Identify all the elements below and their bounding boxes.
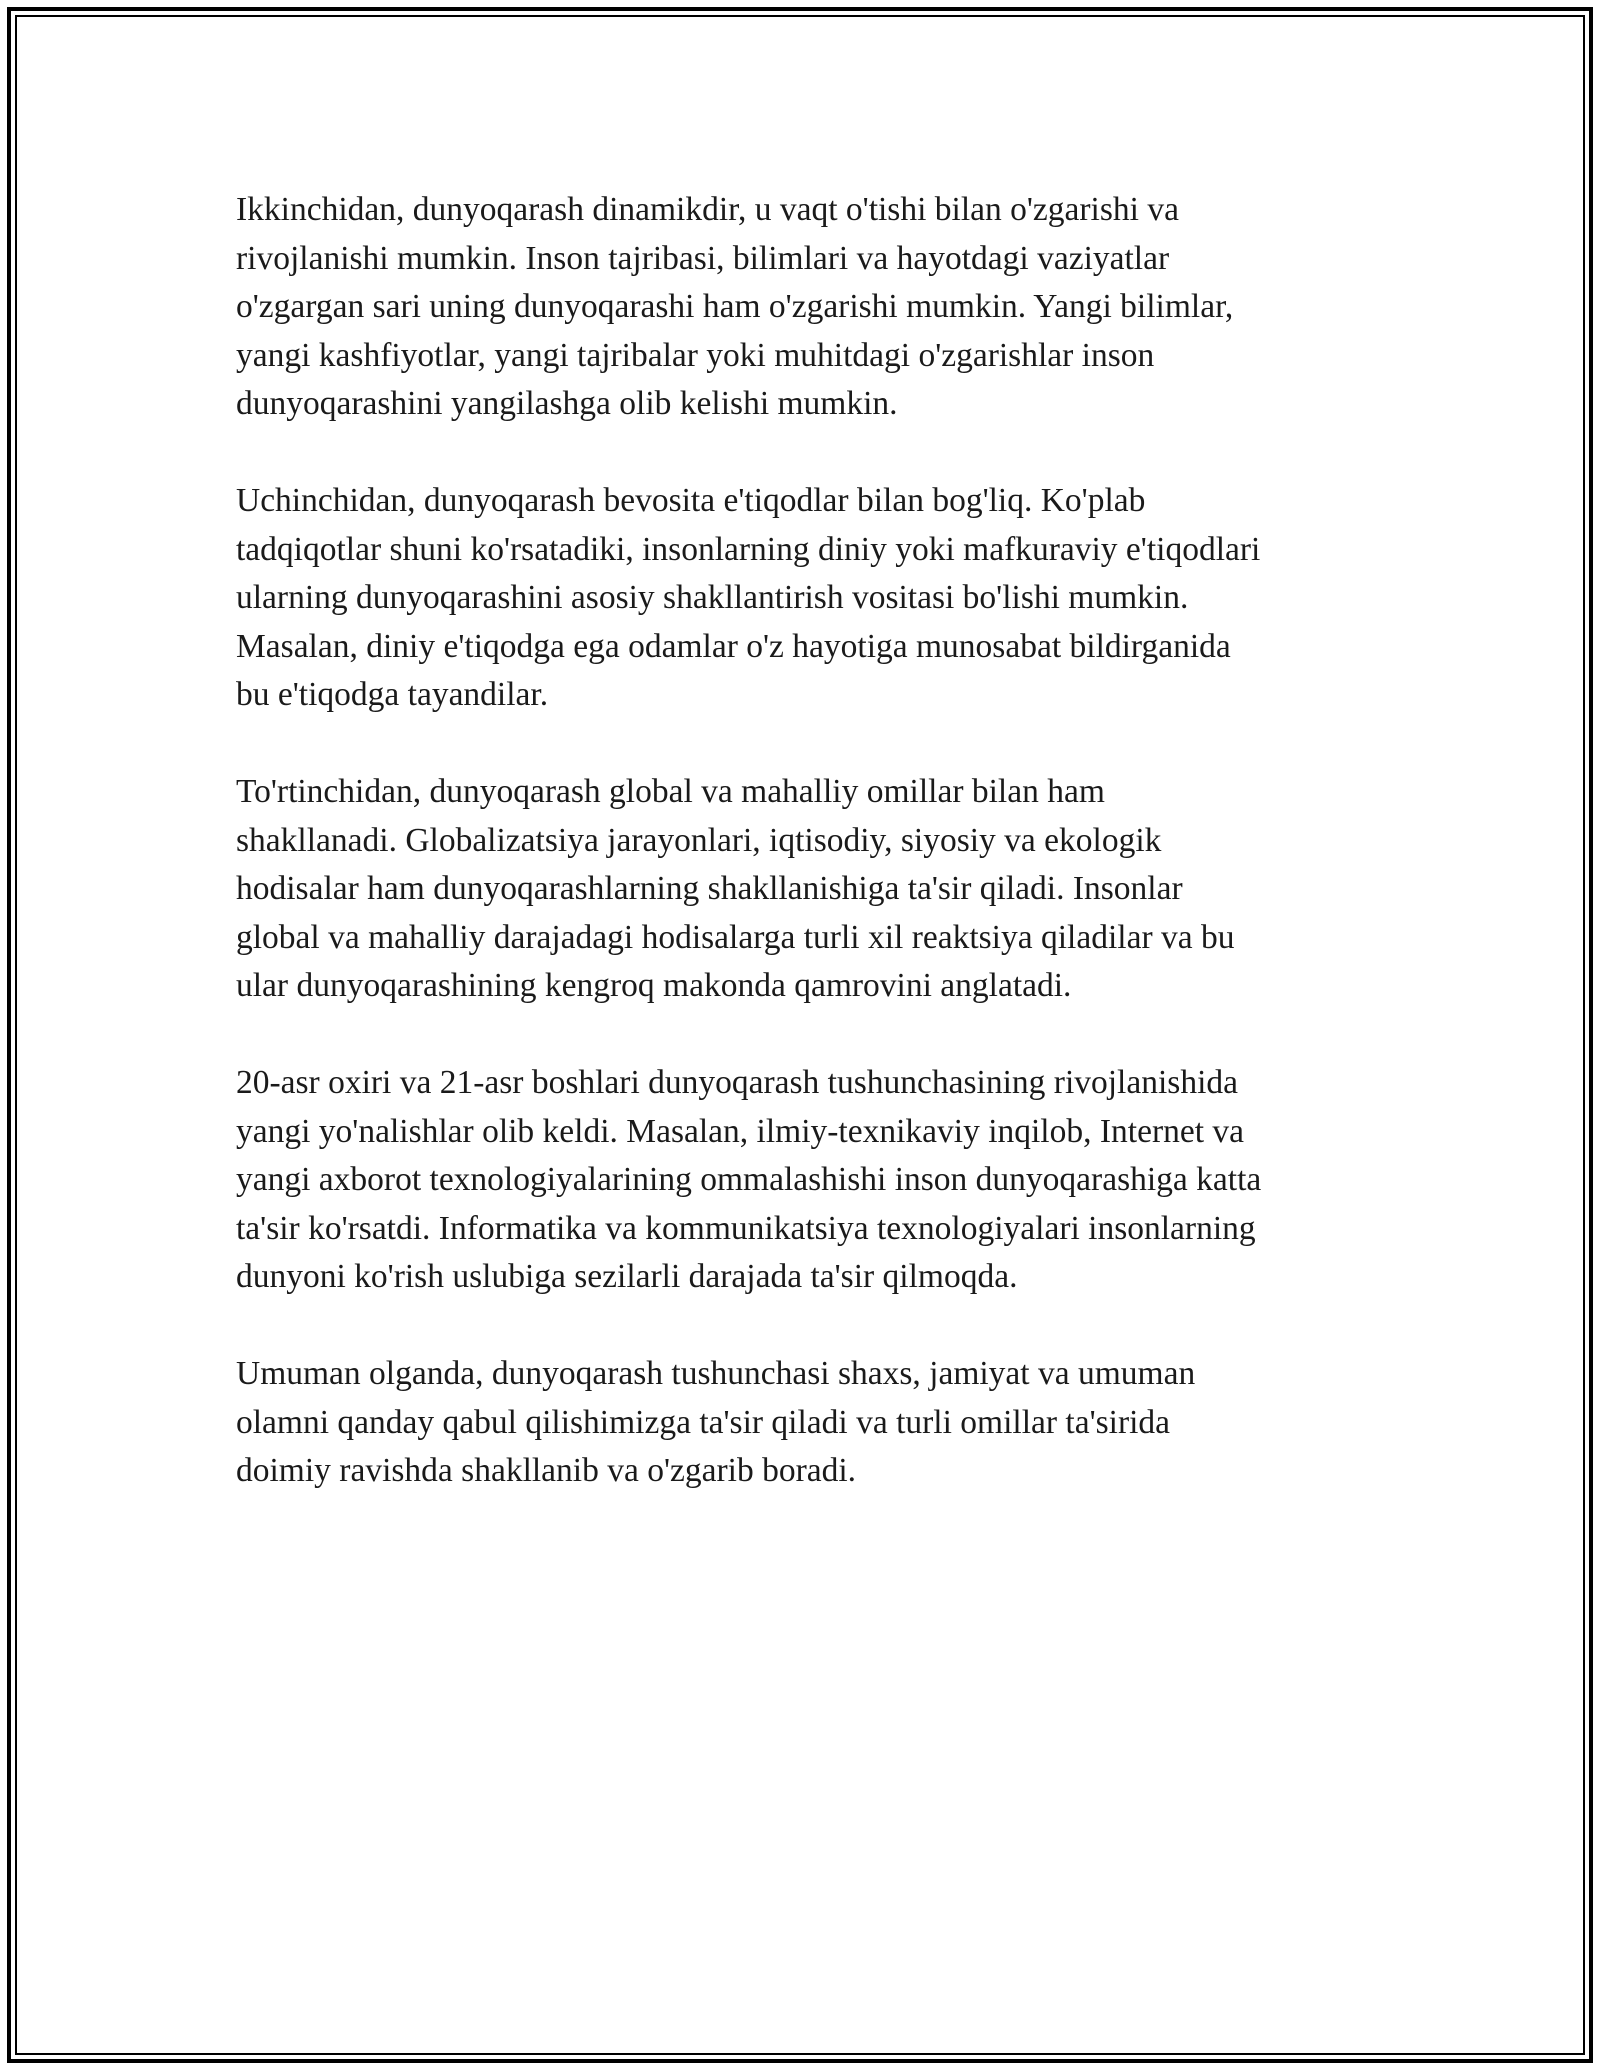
paragraph-line: dunyoqarashini yangilashga olib kelishi mumkin. — [236, 385, 898, 422]
paragraph-line: hodisalar ham dunyoqarashlarning shakllanishiga ta'sir qiladi. Insonlar — [236, 870, 1183, 907]
paragraph-line: tadqiqotlar shuni ko'rsatadiki, insonlarning diniy yoki mafkuraviy e'tiqodlari — [236, 530, 1261, 568]
paragraph-line: rivojlanishi mumkin. Inson tajribasi, bilimlari va hayotdagi vaziyatlar — [236, 239, 1170, 277]
paragraph-line: shakllanadi. Globalizatsiya jarayonlari, iqtisodiy, siyosiy va ekologik — [236, 821, 1162, 859]
paragraph-line: dunyoni ko'rish uslubiga sezilarli darajada ta'sir qilmoqda. — [236, 1258, 1018, 1295]
paragraph-line: To'rtinchidan, dunyoqarash global va mahalliy omillar bilan ham — [236, 773, 1105, 810]
paragraph-line: olamni qanday qabul qilishimizga ta'sir qiladi va turli omillar ta'sirida — [236, 1403, 1171, 1441]
paragraph-line: yangi axborot texnologiyalarining ommalashishi inson dunyoqarashiga katta — [236, 1161, 1262, 1198]
paragraph-3 — [236, 768, 1372, 1011]
paragraph-line: Umuman olganda, dunyoqarash tushunchasi shaxs, jamiyat va umuman — [236, 1355, 1196, 1392]
document-body — [236, 186, 1372, 1544]
paragraph-line: yangi kashfiyotlar, yangi tajribalar yoki muhitdagi o'zgarishlar inson — [236, 336, 1155, 374]
paragraph-line: ularning dunyoqarashini asosiy shakllantirish vositasi bo'lishi mumkin. — [236, 579, 1189, 616]
paragraph-line: 20-asr oxiri va 21-asr boshlari dunyoqarash tushunchasining rivojlanishida — [236, 1064, 1239, 1101]
paragraph-1 — [236, 186, 1372, 429]
paragraph-line: doimiy ravishda shakllanib va o'zgarib boradi. — [236, 1452, 857, 1489]
paragraph-line: Ikkinchidan, dunyoqarash dinamikdir, u vaqt o'tishi bilan o'zgarishi va — [236, 191, 1179, 228]
paragraph-4 — [236, 1059, 1372, 1302]
paragraph-line: Masalan, diniy e'tiqodga ega odamlar o'z hayotiga munosabat bildirganida — [236, 627, 1231, 665]
paragraph-line: global va mahalliy darajadagi hodisalarga turli xil reaktsiya qiladilar va bu — [236, 918, 1235, 956]
paragraph-line: ular dunyoqarashining kengroq makonda qamrovini anglatadi. — [236, 967, 1072, 1004]
paragraph-5 — [236, 1350, 1372, 1496]
paragraph-line: ta'sir ko'rsatdi. Informatika va kommunikatsiya texnologiyalari insonlarning — [236, 1209, 1256, 1247]
paragraph-line: yangi yo'nalishlar olib keldi. Masalan, ilmiy-texnikaviy inqilob, Internet va — [236, 1112, 1245, 1150]
paragraph-line: Uchinchidan, dunyoqarash bevosita e'tiqodlar bilan bog'liq. Ko'plab — [236, 482, 1146, 519]
paragraph-line: bu e'tiqodga tayandilar. — [236, 676, 549, 713]
paragraph-2 — [236, 477, 1372, 720]
paragraph-line: o'zgargan sari uning dunyoqarashi ham o'zgarishi mumkin. Yangi bilimlar, — [236, 288, 1234, 325]
